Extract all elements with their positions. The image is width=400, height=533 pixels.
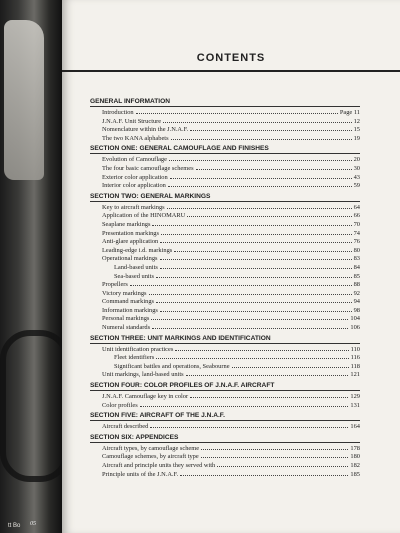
- toc-entry: [90, 297, 360, 306]
- entry-label: Seaplane markings: [102, 220, 151, 228]
- dot-leader: [151, 314, 348, 320]
- toc-entry: [90, 203, 360, 212]
- entry-label: Personal markings: [102, 315, 150, 323]
- toc-section: [90, 412, 360, 431]
- dot-leader: [167, 203, 352, 209]
- title-rule: [62, 70, 400, 72]
- entry-label: Unit markings, land-based units: [102, 371, 184, 379]
- table-of-contents: [90, 98, 360, 478]
- entry-page-number: 164: [350, 423, 360, 431]
- dot-leader: [168, 181, 352, 187]
- section-heading: GENERAL INFORMATION: [90, 98, 360, 107]
- dot-leader: [187, 211, 351, 217]
- entry-label: Sea-based units: [114, 272, 154, 280]
- entry-label: Aircraft described: [102, 423, 149, 431]
- entry-page-number: 59: [353, 182, 360, 190]
- entry-page-number: 178: [350, 444, 360, 452]
- entry-page-number: 131: [350, 401, 360, 409]
- entry-label: Leading-edge i.d. markings: [102, 246, 173, 254]
- section-heading: SECTION FOUR: COLOR PROFILES OF J.N.A.F. AIRCRAFT: [90, 382, 360, 391]
- toc-entry: [90, 134, 360, 143]
- toc-entry: [90, 211, 360, 220]
- entry-page-number: 98: [353, 306, 360, 314]
- entry-label: Nomenclature within the J.N.A.F.: [102, 126, 189, 134]
- toc-entry: [90, 461, 360, 470]
- contents-page: [62, 0, 400, 533]
- entry-page-number: 180: [350, 453, 360, 461]
- entry-label: Presentation markings: [102, 229, 159, 237]
- dot-leader: [149, 289, 352, 295]
- toc-entry: [90, 392, 360, 401]
- entry-label: Interior color application: [102, 182, 166, 190]
- section-heading: SECTION ONE: GENERAL CAMOUFLAGE AND FINISHES: [90, 145, 360, 154]
- toc-entry: [90, 254, 360, 263]
- photo-wheel: [0, 330, 70, 482]
- dot-leader: [152, 220, 351, 226]
- entry-label: Fleet identifiers: [114, 354, 155, 362]
- entry-page-number: 110: [350, 345, 360, 353]
- entry-label: Anti-glare application: [102, 238, 159, 246]
- entry-page-number: 84: [353, 263, 360, 271]
- toc-entry: [90, 370, 360, 379]
- dot-leader: [163, 117, 351, 123]
- entry-label: The four basic camouflage schemes: [102, 164, 194, 172]
- entry-label: Camouflage schemes, by aircraft type: [102, 453, 199, 461]
- dot-leader: [190, 392, 348, 398]
- section-heading: SECTION SIX: APPENDICES: [90, 434, 360, 443]
- facing-page-photo: [0, 0, 62, 533]
- dot-leader: [130, 280, 352, 286]
- toc-entry: [90, 353, 360, 362]
- dot-leader: [160, 263, 352, 269]
- toc-section: [90, 193, 360, 332]
- entry-page-number: 104: [350, 315, 360, 323]
- toc-section: [90, 335, 360, 379]
- entry-page-number: 182: [350, 462, 360, 469]
- dot-leader: [171, 134, 352, 140]
- dot-leader: [170, 173, 352, 179]
- entry-label: Aircraft types, by camouflage scheme: [102, 444, 200, 452]
- entry-page-number: 70: [353, 220, 360, 228]
- toc-entry: [90, 444, 360, 453]
- entry-page-number: 43: [353, 173, 360, 181]
- section-heading: SECTION THREE: UNIT MARKINGS AND IDENTIFICATION: [90, 335, 360, 344]
- toc-entry: [90, 181, 360, 190]
- toc-entry: [90, 314, 360, 323]
- entry-label: Key to aircraft markings: [102, 203, 165, 211]
- entry-label: Principle units of the J.N.A.F.: [102, 470, 179, 478]
- dot-leader: [152, 323, 348, 329]
- dot-leader: [150, 422, 348, 428]
- page-title: CONTENTS: [196, 52, 266, 64]
- entry-label: The two KANA alphabets: [102, 134, 169, 142]
- entry-page-number: 88: [353, 281, 360, 289]
- entry-page-number: 15: [353, 126, 360, 134]
- dot-leader: [169, 155, 352, 161]
- dot-leader: [174, 246, 351, 252]
- dot-leader: [217, 461, 348, 467]
- toc-entry: [90, 220, 360, 229]
- entry-page-number: 118: [350, 362, 360, 370]
- dot-leader: [180, 470, 348, 476]
- toc-section: [90, 145, 360, 189]
- section-heading: SECTION FIVE: AIRCRAFT OF THE J.N.A.F.: [90, 412, 360, 421]
- toc-entry: [90, 125, 360, 134]
- entry-label: Significant battles and operations, Seabourne: [114, 362, 230, 370]
- toc-entry: [90, 164, 360, 173]
- dot-leader: [160, 254, 352, 260]
- entry-page-number: 74: [353, 229, 360, 237]
- dot-leader: [136, 108, 338, 114]
- entry-label: Numeral standards: [102, 324, 151, 332]
- photo-folio: 05: [30, 521, 36, 527]
- entry-label: Victory markings: [102, 289, 147, 297]
- entry-label: Propellers: [102, 281, 128, 289]
- entry-label: Command markings: [102, 298, 155, 306]
- photo-caption: tt Bo: [8, 523, 21, 529]
- entry-page-number: 121: [350, 371, 360, 379]
- dot-leader: [190, 125, 351, 131]
- toc-entry: [90, 470, 360, 479]
- toc-entry: [90, 401, 360, 410]
- dot-leader: [161, 229, 352, 235]
- toc-entry: [90, 229, 360, 238]
- photo-figure: [4, 20, 44, 180]
- toc-entry: [90, 108, 360, 117]
- dot-leader: [175, 345, 348, 351]
- toc-section: [90, 382, 360, 409]
- entry-label: Unit identification practices: [102, 345, 174, 353]
- dot-leader: [160, 237, 351, 243]
- entry-page-number: Page 11: [339, 109, 360, 116]
- entry-page-number: 80: [353, 246, 360, 254]
- entry-page-number: 106: [350, 324, 360, 332]
- toc-entry: [90, 263, 360, 272]
- entry-page-number: 83: [353, 255, 360, 263]
- entry-page-number: 85: [353, 272, 360, 280]
- entry-label: Information markings: [102, 306, 158, 314]
- dot-leader: [156, 297, 352, 303]
- toc-entry: [90, 237, 360, 246]
- entry-page-number: 116: [350, 354, 360, 362]
- entry-page-number: 64: [353, 203, 360, 211]
- toc-entry: [90, 323, 360, 332]
- dot-leader: [201, 452, 349, 458]
- dot-leader: [160, 306, 352, 312]
- entry-page-number: 76: [353, 238, 360, 246]
- toc-entry: [90, 306, 360, 315]
- dot-leader: [196, 164, 352, 170]
- entry-page-number: 185: [350, 470, 360, 478]
- dot-leader: [186, 370, 349, 376]
- toc-entry: [90, 280, 360, 289]
- dot-leader: [201, 444, 348, 450]
- toc-entry: [90, 362, 360, 371]
- toc-entry: [90, 272, 360, 281]
- entry-page-number: 19: [353, 134, 360, 142]
- toc-section: [90, 434, 360, 478]
- toc-entry: [90, 452, 360, 461]
- entry-label: Color profiles: [102, 401, 138, 409]
- toc-entry: [90, 117, 360, 126]
- entry-page-number: 30: [353, 164, 360, 172]
- entry-page-number: 129: [350, 393, 360, 401]
- section-heading: SECTION TWO: GENERAL MARKINGS: [90, 193, 360, 202]
- toc-entry: [90, 289, 360, 298]
- entry-label: Aircraft and principle units they served with: [102, 462, 216, 469]
- entry-label: Exterior color application: [102, 173, 168, 181]
- entry-label: Application of the HINOMARU: [102, 212, 186, 220]
- entry-label: Land-based units: [114, 263, 158, 271]
- entry-label: Introduction: [102, 109, 134, 116]
- toc-entry: [90, 345, 360, 354]
- entry-page-number: 20: [353, 156, 360, 164]
- toc-entry: [90, 246, 360, 255]
- entry-label: Evolution of Camouflage: [102, 156, 167, 164]
- entry-label: J.N.A.F. Camouflage key in color: [102, 393, 189, 401]
- entry-label: J.N.A.F. Unit Structure: [102, 117, 162, 125]
- entry-page-number: 94: [353, 298, 360, 306]
- toc-section: [90, 98, 360, 142]
- dot-leader: [156, 353, 348, 359]
- entry-page-number: 12: [353, 117, 360, 125]
- toc-entry: [90, 422, 360, 431]
- entry-label: Operational markings: [102, 255, 158, 263]
- dot-leader: [156, 272, 352, 278]
- toc-entry: [90, 155, 360, 164]
- dot-leader: [232, 362, 349, 368]
- entry-page-number: 92: [353, 289, 360, 297]
- dot-leader: [140, 401, 349, 407]
- entry-page-number: 66: [353, 212, 360, 220]
- toc-entry: [90, 173, 360, 182]
